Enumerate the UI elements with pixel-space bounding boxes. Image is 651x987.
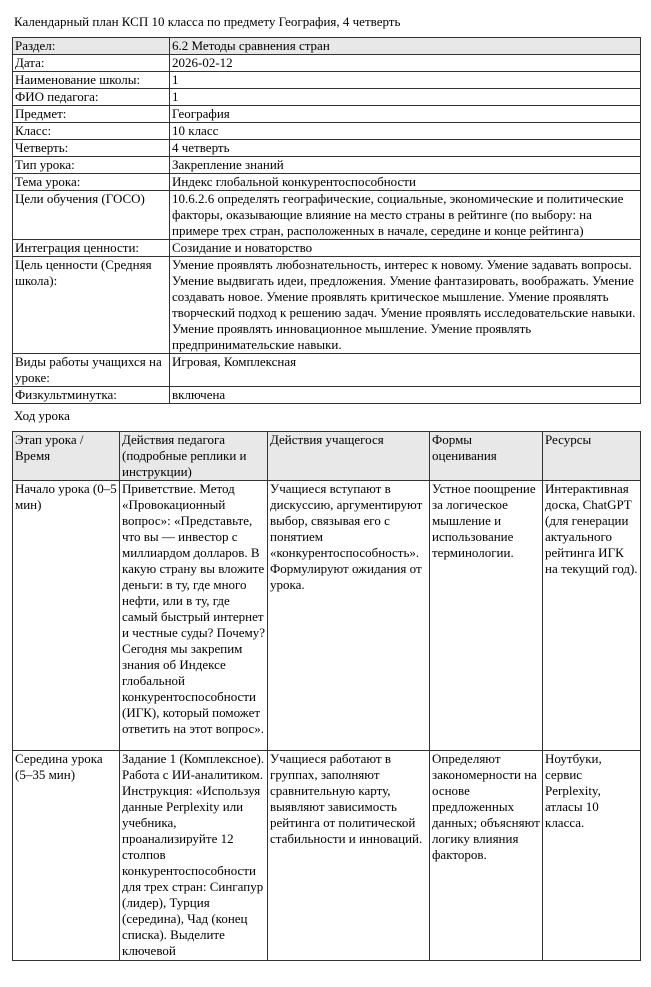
- info-value: включена: [170, 387, 641, 404]
- info-row: [13, 106, 641, 123]
- cell-resources: Интерактивная доска, ChatGPT (для генерации актуального рейтинга ИГК на текущий год).: [543, 481, 641, 751]
- cell-stage: Середина урока (5–35 мин): [13, 751, 120, 961]
- info-row: [13, 140, 641, 157]
- info-value: 4 четверть: [170, 140, 641, 157]
- info-value: География: [170, 106, 641, 123]
- document-title: Календарный план КСП 10 класса по предмету География, 4 четверть: [14, 14, 401, 29]
- info-row: [13, 387, 641, 404]
- info-value: Умение проявлять любознательность, интерес к новому. Умение задавать вопросы. Умение выдвигать идеи, предложения. Умение фантазировать, воображать. Умение создавать новое. Умение проявлять критическое мышление. Умение проявлять творческий подход к решению задач. Умение проявлять исследовательские навыки. Умение проявлять инновационное мышление. Умение проявлять предпринимательские навыки.: [170, 257, 641, 354]
- lesson-flow-table: [12, 431, 641, 961]
- cell-teacher-actions: Задание 1 (Комплексное). Работа с ИИ-аналитиком. Инструкция: «Используя данные Perplexity или учебника, проанализируйте 12 столпов конкурентоспособности для трех стран: Сингапур (лидер), Турция (середина), Чад (конец списка). Выделите ключевой: [120, 751, 268, 961]
- info-label: Наименование школы:: [13, 72, 170, 89]
- info-value: Игровая, Комплексная: [170, 354, 641, 387]
- info-row: [13, 55, 641, 72]
- cell-assessment: Определяют закономерности на основе предложенных данных; объясняют логику влияния факторов.: [430, 751, 543, 961]
- flow-row: [13, 751, 641, 961]
- info-label: Тема урока:: [13, 174, 170, 191]
- info-label: Виды работы учащихся на уроке:: [13, 354, 170, 387]
- flow-row: [13, 481, 641, 751]
- info-row: [13, 123, 641, 140]
- info-label: ФИО педагога:: [13, 89, 170, 106]
- info-row: [13, 354, 641, 387]
- cell-resources: Ноутбуки, сервис Perplexity, атласы 10 класса.: [543, 751, 641, 961]
- header-teacher-actions: Действия педагога (подробные реплики и инструкции): [120, 432, 268, 481]
- flow-header-row: [13, 432, 641, 481]
- info-value: 2026-02-12: [170, 55, 641, 72]
- info-label: Цели обучения (ГОСО): [13, 191, 170, 240]
- cell-teacher-actions: Приветствие. Метод «Провокационный вопрос»: «Представьте, что вы — инвестор с миллиардом долларов. В какую страну вы вложите деньги: в ту, где много нефти, или в ту, где самый быстрый интернет и честные суды? Почему? Сегодня мы закрепим знания об Индексе глобальной конкурентоспособности (ИГК), который поможет ответить на этот вопрос».: [120, 481, 268, 751]
- info-row: [13, 72, 641, 89]
- info-value: Индекс глобальной конкурентоспособности: [170, 174, 641, 191]
- lesson-info-table: [12, 37, 641, 404]
- header-stage: Этап урока / Время: [13, 432, 120, 481]
- info-row: [13, 157, 641, 174]
- info-value: 10 класс: [170, 123, 641, 140]
- info-label: Интеграция ценности:: [13, 240, 170, 257]
- info-label: Физкультминутка:: [13, 387, 170, 404]
- cell-student-actions: Учащиеся вступают в дискуссию, аргументируют выбор, связывая его с понятием «конкурентоспособность». Формулируют ожидания от урока.: [268, 481, 430, 751]
- info-row: [13, 257, 641, 354]
- info-label: Дата:: [13, 55, 170, 72]
- info-row: [13, 191, 641, 240]
- header-resources: Ресурсы: [543, 432, 641, 481]
- info-label: Класс:: [13, 123, 170, 140]
- info-value: 10.6.2.6 определять географические, социальные, экономические и политические факторы, оказывающие влияние на место страны в рейтинге (по выбору: на примере трех стран, расположенных в начале, середине и конце рейтинга): [170, 191, 641, 240]
- lesson-course-heading: Ход урока: [14, 408, 70, 423]
- info-label: Раздел:: [13, 38, 170, 55]
- info-value: 1: [170, 72, 641, 89]
- header-assessment: Формы оценивания: [430, 432, 543, 481]
- header-student-actions: Действия учащегося: [268, 432, 430, 481]
- info-label: Цель ценности (Средняя школа):: [13, 257, 170, 354]
- info-row: [13, 174, 641, 191]
- cell-student-actions: Учащиеся работают в группах, заполняют сравнительную карту, выявляют зависимость рейтинга от политической стабильности и инноваций.: [268, 751, 430, 961]
- info-label: Четверть:: [13, 140, 170, 157]
- info-value: Закрепление знаний: [170, 157, 641, 174]
- cell-assessment: Устное поощрение за логическое мышление и использование терминологии.: [430, 481, 543, 751]
- info-row: [13, 38, 641, 55]
- info-value: 1: [170, 89, 641, 106]
- info-value: Созидание и новаторство: [170, 240, 641, 257]
- info-value: 6.2 Методы сравнения стран: [170, 38, 641, 55]
- info-row: [13, 240, 641, 257]
- info-label: Предмет:: [13, 106, 170, 123]
- cell-stage: Начало урока (0–5 мин): [13, 481, 120, 751]
- info-label: Тип урока:: [13, 157, 170, 174]
- info-row: [13, 89, 641, 106]
